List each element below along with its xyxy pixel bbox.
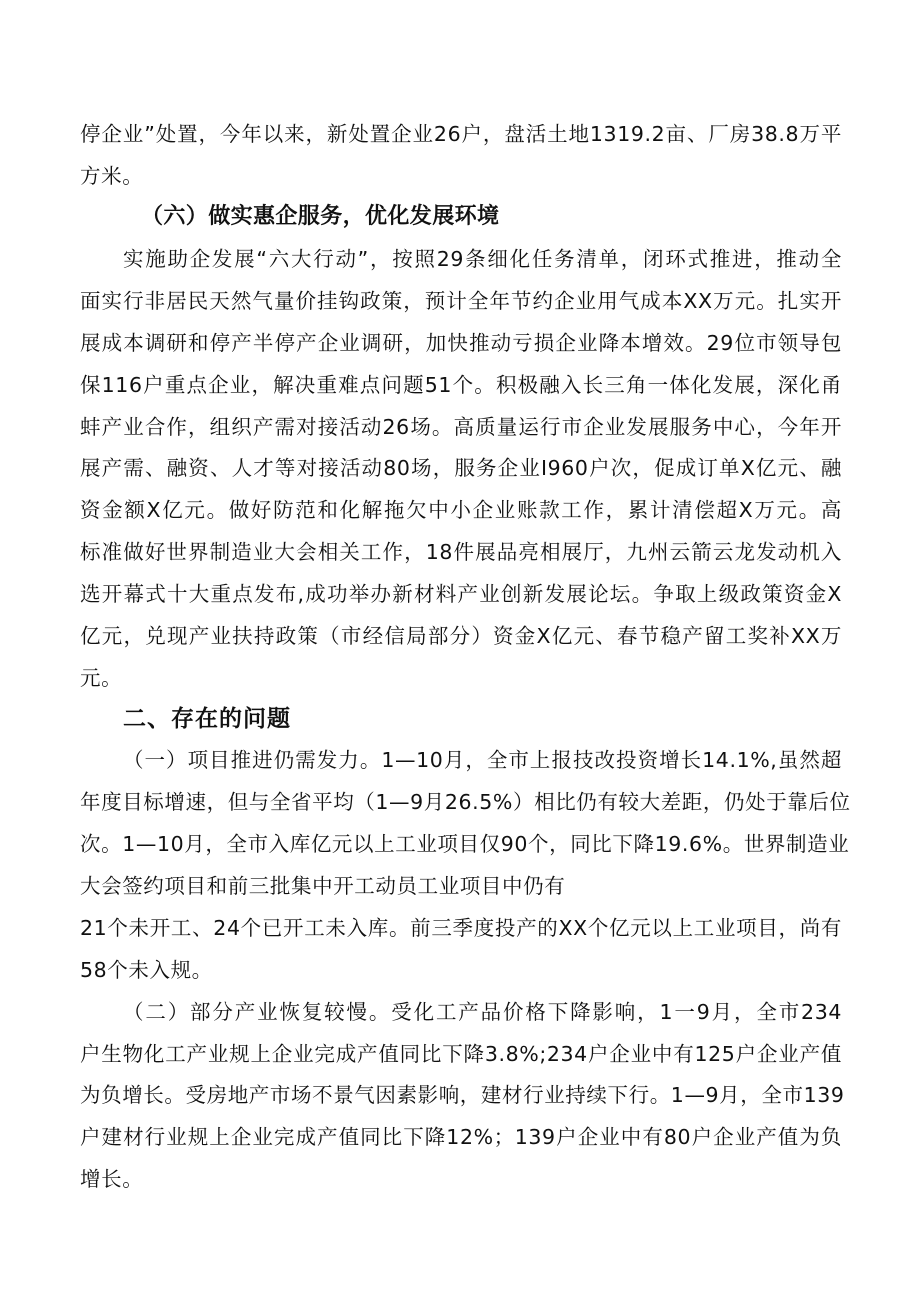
paragraph-line: 面实行非居民天然气量价挂钩政策，预计全年节约企业用气成本XX万元。扎实开 [80, 289, 842, 313]
paragraph-line: 元。 [80, 666, 123, 690]
paragraph-line: 标准做好世界制造业大会相关工作，18件展品亮相展厅，九州云箭云龙发动机入 [80, 540, 842, 564]
paragraph-line: 次。1—10月，全市入库亿元以上工业项目仅90个，同比下降19.6%。世界制造业 [80, 832, 850, 856]
paragraph-line: 展产需、融资、人才等对接活动80场，服务企业I960户次，促成订单X亿元、融 [80, 456, 842, 480]
paragraph-line: 户建材行业规上企业完成产值同比下降12%；139户企业中有80户企业产值为负 [80, 1125, 842, 1149]
paragraph-line: 资金额X亿元。做好防范和化解拖欠中小企业账款工作，累计清偿超X万元。高 [80, 498, 842, 522]
paragraph-line: 选开幕式十大重点发布,成功举办新材料产业创新发展论坛。争取上级政策资金X [80, 582, 842, 606]
paragraph-line: 亿元，兑现产业扶持政策（市经信局部分）资金X亿元、春节稳产留工奖补XX万 [80, 624, 842, 648]
paragraph-line: 大会签约项目和前三批集中开工动员工业项目中仍有 [80, 874, 566, 898]
paragraph-line: 21个未开工、24个已开工未入库。前三季度投产的XX个亿元以上工业项目，尚有 [80, 916, 842, 940]
paragraph-line: 实施助企发展“六大行动”，按照29条细化任务清单，闭环式推进，推动全 [123, 247, 842, 271]
paragraph-line: 停企业”处置，今年以来，新处置企业26户，盘活土地1319.2亩、厂房38.8万平 [80, 122, 842, 146]
paragraph-line: 年度目标增速，但与全省平均（1—9月26.5%）相比仍有较大差距，仍处于靠后位 [80, 790, 851, 814]
paragraph-line: 为负增长。受房地产市场不景气因素影响，建材行业持续下行。1—9月，全市139 [80, 1083, 845, 1107]
paragraph-line: 增长。 [80, 1167, 144, 1191]
paragraph-line: （二）部分产业恢复较慢。受化工产品价格下降影响，1一9月，全市234 [123, 1000, 842, 1024]
section-heading-problems: 二、存在的问题 [123, 706, 291, 732]
paragraph-line: 58个未入规。 [80, 958, 213, 982]
paragraph-line: 蚌产业合作，组织产需对接活动26场。高质量运行市企业发展服务中心，今年开 [80, 415, 842, 439]
paragraph-line: 方米。 [80, 164, 144, 188]
paragraph-line: （一）项目推进仍需发力。1—10月，全市上报技改投资增长14.1%,虽然超 [123, 748, 842, 772]
paragraph-line: 展成本调研和停产半停产企业调研，加快推动亏损企业降本增效。29位市领导包 [80, 331, 842, 355]
paragraph-line: 保116户重点企业，解决重难点问题51个。积极融入长三角一体化发展，深化甬 [80, 373, 842, 397]
paragraph-line: 户生物化工产业规上企业完成产值同比下降3.8%;234户企业中有125户企业产值 [80, 1042, 842, 1066]
section-heading-six: （六）做实惠企服务，优化发展环境 [141, 204, 500, 229]
